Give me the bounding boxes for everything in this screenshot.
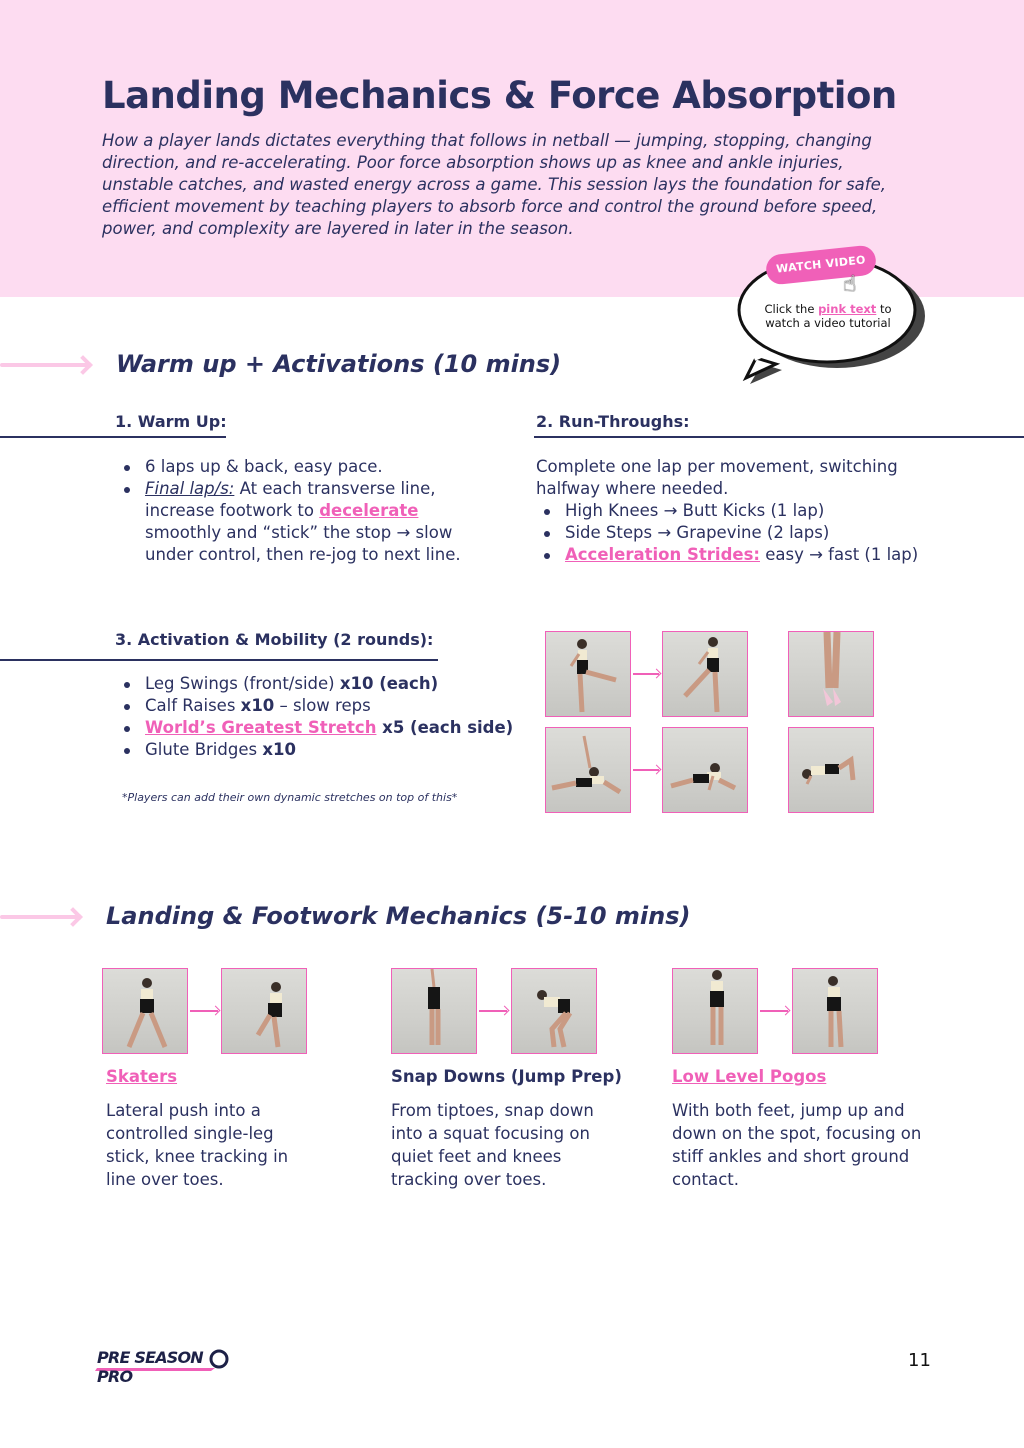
video-hint: Click the pink text to watch a video tutorial [764,302,892,330]
section-title-landing: Landing & Footwork Mechanics (5-10 mins) [106,902,691,930]
arrow-right-icon [479,1010,507,1012]
leg-swing-photo-1 [545,631,631,717]
snap-downs-photo-2 [511,968,597,1054]
list-item: Side Steps → Grapevine (2 laps) [536,522,956,544]
run-throughs-heading: 2. Run-Throughs: [536,412,690,431]
list-item: 6 laps up & back, easy pace. [116,456,486,478]
skaters-photo-1 [102,968,188,1054]
list-item: Leg Swings (front/side) x10 (each) [116,673,516,695]
list-item: Calf Raises x10 – slow reps [116,695,516,717]
worlds-greatest-stretch-photo-2 [662,727,748,813]
list-item: World’s Greatest Stretch x5 (each side) [116,717,516,739]
snap-downs-description: From tiptoes, snap down into a squat focusing on quiet feet and knees tracking over toes. [391,1101,594,1189]
skaters-link[interactable]: Skaters [106,1067,178,1086]
page-number: 11 [908,1350,931,1371]
activation-list [116,673,516,761]
warm-up-list [116,456,486,566]
section-title-warmup: Warm up + Activations (10 mins) [116,350,562,378]
run-throughs-rule [534,436,1024,438]
pink-text-link[interactable]: pink text [818,302,877,316]
pogos-description: With both feet, jump up and down on the spot, focusing on stiff ankles and short ground contact. [672,1101,922,1189]
activation-heading: 3. Activation & Mobility (2 rounds): [115,630,434,649]
skaters-description: Lateral push into a controlled single-leg stick, knee tracking in line over toes. [106,1101,289,1189]
watch-video-button[interactable]: WATCH VIDEO [765,244,878,285]
activation-note: *Players can add their own dynamic stretches on top of this* [122,791,458,804]
leg-swing-photo-2 [662,631,748,717]
list-item: Acceleration Strides: easy → fast (1 lap) [536,544,956,566]
page-title: Landing Mechanics & Force Absorption [102,74,897,117]
arrow-right-icon [73,355,93,375]
acceleration-strides-link[interactable]: Acceleration Strides: [565,545,760,564]
arrow-right-icon [63,907,83,927]
pointer-hand-icon: ☝ [843,272,857,297]
arrow-right-icon [633,769,659,771]
glute-bridge-photo [788,727,874,813]
worlds-greatest-stretch-link[interactable]: World’s Greatest Stretch [145,718,377,737]
activation-rule [0,659,438,661]
arrow-right-icon [760,1010,788,1012]
snap-downs-title: Snap Downs (Jump Prep) [391,1067,622,1086]
run-throughs-intro: Complete one lap per movement, switching halfway where needed. [536,457,898,498]
warm-up-rule [0,436,226,438]
list-item: High Knees → Butt Kicks (1 lap) [536,500,956,522]
brand-logo: PRE SEASON PRO [95,1348,230,1372]
worlds-greatest-stretch-photo-1 [545,727,631,813]
calf-raise-photo [788,631,874,717]
pogos-photo-1 [672,968,758,1054]
decelerate-link[interactable]: decelerate [319,501,419,520]
list-item: Glute Bridges x10 [116,739,516,761]
arrow-right-icon [190,1010,218,1012]
list-item: Final lap/s: At each transverse line, increase footwork to decelerate smoothly and “stick” the stop → slow under control, then re-jog to next line. [116,478,486,566]
run-throughs-list [536,500,956,566]
intro-paragraph: How a player lands dictates everything that follows in netball — jumping, stopping, changing direction, and re-accelerating. Poor force absorption shows up as knee and ankle injuries, unstable catches, and wasted energy across a game. This session lays the foundation for safe, efficient movement by teaching players to absorb force and control the ground before speed, power, and complexity are layered in later in the season. [102,131,886,238]
skaters-photo-2 [221,968,307,1054]
arrow-right-icon [633,673,659,675]
pogos-photo-2 [792,968,878,1054]
warm-up-heading: 1. Warm Up: [115,412,227,431]
pogos-link[interactable]: Low Level Pogos [672,1067,827,1086]
snap-downs-photo-1 [391,968,477,1054]
